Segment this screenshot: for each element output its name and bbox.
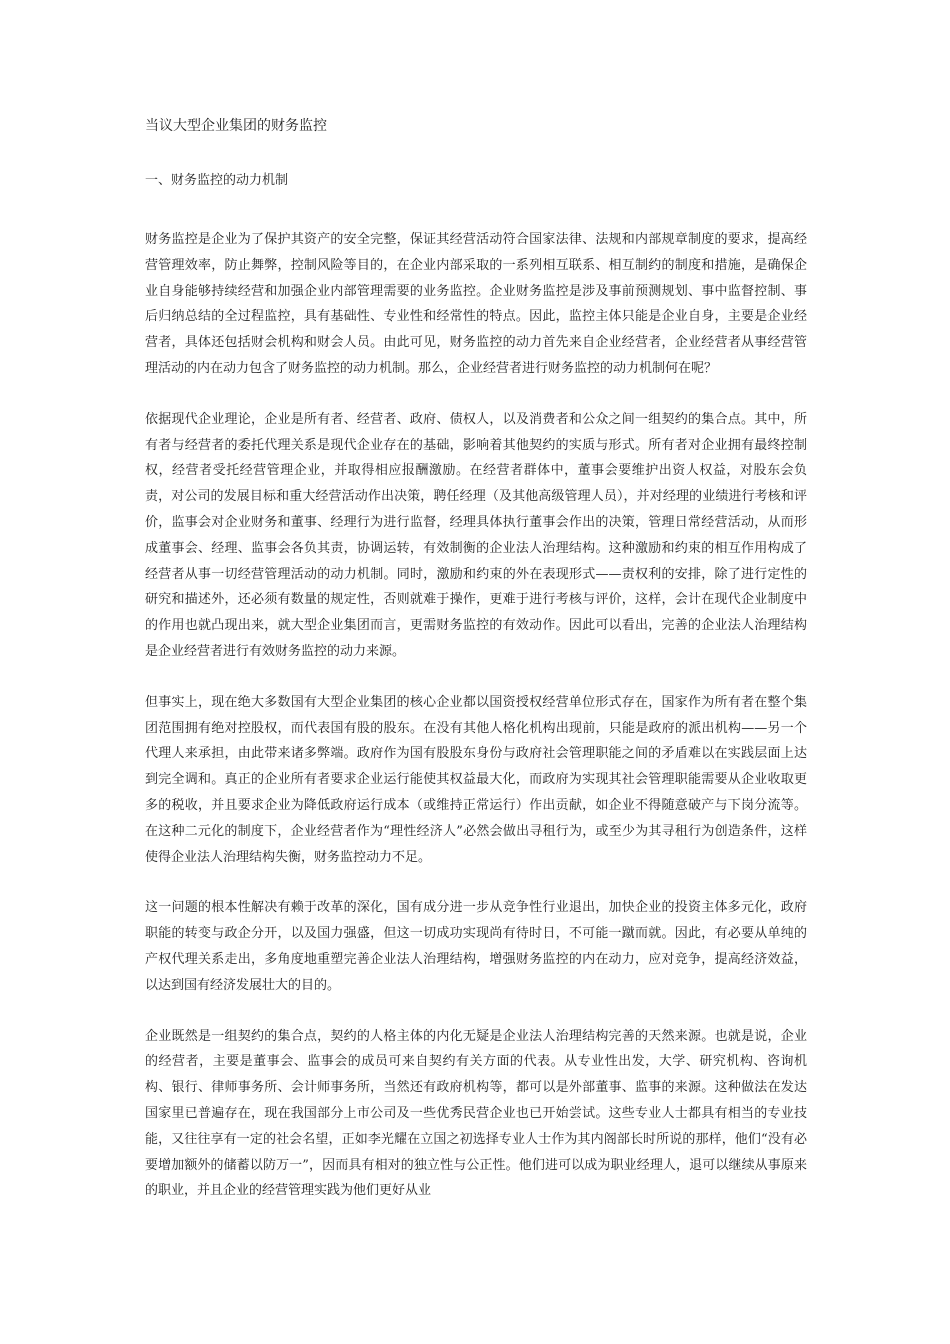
paragraph-5: 企业既然是一组契约的集合点，契约的人格主体的内化无疑是企业法人治理结构完善的天然来源。也就是说，企业的经营者，主要是董事会、监事会的成员可来自契约有关方面的代表。从专业性出发，大学、研究机构、咨询机构、银行、律师事务所、会计师事务所，当然还有政府机构等，都可以是外部董事、监事的来源。这种做法在发达国家里已普遍存在，现在我国部分上市公司及一些优秀民营企业也已开始尝试。这些专业人士都具有相当的专业技能，又往往享有一定的社会名望，正如李光耀在立国之初选择专业人士作为其内阁部长时所说的那样，他们“没有必要增加额外的储蓄以防万一”，因而具有相对的独立性与公正性。他们进可以成为职业经理人，退可以继续从事原来的职业，并且企业的经营管理实践为他们更好从业 (145, 1028, 807, 1199)
paragraph-4: 这一问题的根本性解决有赖于改革的深化，国有成分进一步从竞争性行业退出，加快企业的投资主体多元化，政府职能的转变与政企分开，以及国力强盛，但这一切成功实现尚有待时日，不可能一蹴而就。因此，有必要从单纯的产权代理关系走出，多角度地重塑完善企业法人治理结构，增强财务监控的内在动力，应对竞争，提高经济效益，以达到国有经济发展壮大的目的。 (145, 900, 807, 993)
document-page (145, 114, 807, 1229)
paragraph-3: 但事实上，现在绝大多数国有大型企业集团的核心企业都以国资授权经营单位形式存在，国家作为所有者在整个集团范围拥有绝对控股权，而代表国有股的股东。在没有其他人格化机构出现前，只能是政府的派出机构——另一个代理人来承担，由此带来诸多弊端。政府作为国有股股东身份与政府社会管理职能之间的矛盾难以在实践层面上达到完全调和。真正的企业所有者要求企业运行能使其权益最大化，而政府为实现其社会管理职能需要从企业收取更多的税收，并且要求企业为降低政府运行成本（或维持正常运行）作出贡献，如企业不得随意破产与下岗分流等。在这种二元化的制度下，企业经营者作为“理性经济人”必然会做出寻租行为，或至少为其寻租行为创造条件，这样使得企业法人治理结构失衡，财务监控动力不足。 (145, 694, 807, 865)
paragraph-1: 财务监控是企业为了保护其资产的安全完整，保证其经营活动符合国家法律、法规和内部规章制度的要求，提高经营管理效率，防止舞弊，控制风险等目的，在企业内部采取的一系列相互联系、相互制约的制度和措施，是确保企业自身能够持续经营和加强企业内部管理需要的业务监控。企业财务监控是涉及事前预测规划、事中监督控制、事后归纳总结的全过程监控，具有基础性、专业性和经常性的特点。因此，监控主体只能是企业自身，主要是企业经营者，具体还包括财会机构和财会人员。由此可见，财务监控的动力首先来自企业经营者，企业经营者从事经营管理活动的内在动力包含了财务监控的动力机制。那么，企业经营者进行财务监控的动力机制何在呢？ (145, 232, 807, 376)
document-title: 当议大型企业集团的财务监控 (145, 118, 327, 134)
paragraph-2: 依据现代企业理论，企业是所有者、经营者、政府、债权人，以及消费者和公众之间一组契约的集合点。其中，所有者与经营者的委托代理关系是现代企业存在的基础，影响着其他契约的实质与形式。所有者对企业拥有最终控制权，经营者受托经营管理企业，并取得相应报酬激励。在经营者群体中，董事会要维护出资人权益，对股东会负责，对公司的发展目标和重大经营活动作出决策，聘任经理（及其他高级管理人员），并对经理的业绩进行考核和评价，监事会对企业财务和董事、经理行为进行监督，经理具体执行董事会作出的决策，管理日常经营活动，从而形成董事会、经理、监事会各负其责，协调运转，有效制衡的企业法人治理结构。这种激励和约束的相互作用构成了经营者从事一切经营管理活动的动力机制。同时，激励和约束的外在表现形式——责权利的安排，除了进行定性的研究和描述外，还必须有数量的规定性，否则就难于操作，更难于进行考核与评价，这样，会计在现代企业制度中的作用也就凸现出来，就大型企业集团而言，更需财务监控的有效动作。因此可以看出，完善的企业法人治理结构是企业经营者进行有效财务监控的动力来源。 (145, 411, 807, 659)
section-heading: 一、财务监控的动力机制 (145, 173, 289, 188)
